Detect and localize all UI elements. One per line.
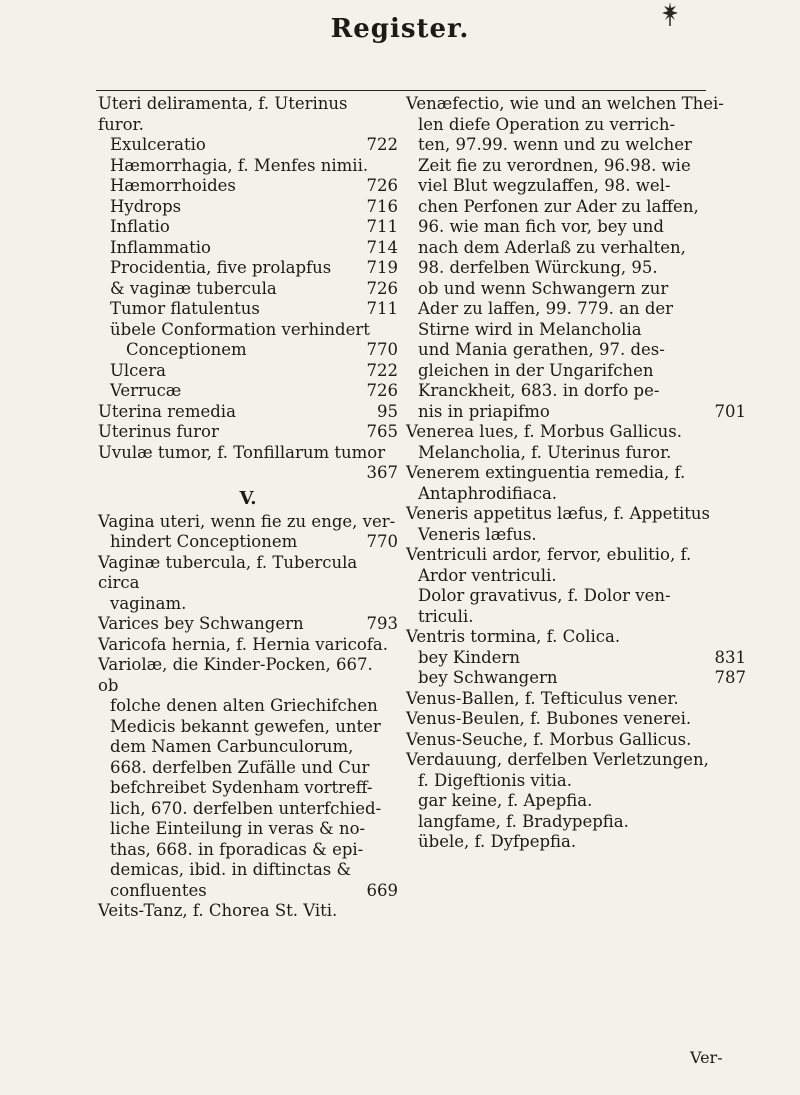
index-entry [406, 197, 746, 218]
entry-text: Hæmorrhagia, f. Menfes nimii. [110, 155, 369, 175]
entry-text: & vaginæ tubercula [110, 278, 277, 298]
index-entry [406, 320, 746, 341]
entry-text: Exulceratio [110, 135, 206, 154]
index-entry [98, 443, 398, 464]
index-entry [406, 135, 746, 156]
index-entry [98, 553, 398, 594]
index-entry [406, 668, 746, 689]
entry-text: liche Einteilung in veras & no- [110, 819, 366, 838]
index-entry [98, 279, 398, 300]
index-entry [406, 94, 746, 115]
entry-text: Verrucæ [110, 381, 182, 400]
index-entry [406, 279, 746, 300]
entry-text: Uteri deliramenta, f. Uterinus furor. [98, 94, 348, 134]
entry-text: bey Kindern [418, 647, 520, 667]
index-column-right [406, 94, 746, 853]
page-number: 726 [366, 278, 398, 298]
entry-text: Veneris appetitus læfus, f. Appetitus [406, 504, 710, 523]
entry-text: 98. derfelben Würckung, 95. [418, 258, 658, 277]
index-entry [98, 402, 398, 423]
entry-text: dem Namen Carbunculorum, [110, 737, 354, 756]
index-entry [98, 299, 398, 320]
entry-text: Stirne wird in Melancholia [418, 319, 642, 339]
index-entry [98, 696, 398, 717]
entry-text: Venerea lues, f. Morbus Gallicus. [406, 422, 682, 441]
entry-text: Medicis bekannt gewefen, unter [110, 716, 381, 736]
entry-text: Varices bey Schwangern [98, 614, 304, 633]
letter-heading: V. [239, 487, 257, 509]
entry-text: f. Digeftionis vitia. [418, 770, 572, 790]
page-number: 726 [366, 176, 398, 195]
page-number: 711 [366, 299, 398, 318]
entry-text: Inflatio [110, 217, 170, 236]
index-entry [98, 361, 398, 382]
entry-text: ob und wenn Schwangern zur [418, 278, 669, 298]
index-entry [98, 94, 398, 135]
entry-text: Ventriculi ardor, fervor, ebulitio, f. [406, 545, 692, 564]
entry-text: Varicofa hernia, f. Hernia varicofa. [98, 634, 388, 654]
page-number: 726 [366, 381, 398, 400]
entry-text: viel Blut wegzulaffen, 98. wel- [418, 176, 671, 195]
entry-text: Vagina uteri, wenn fie zu enge, ver- [98, 511, 396, 531]
index-entry [98, 819, 398, 840]
index-entry [98, 737, 398, 758]
index-entry [98, 594, 398, 615]
entry-text: 96. wie man fich vor, bey und [418, 217, 664, 236]
entry-text: Venus-Ballen, f. Tefticulus vener. [406, 688, 679, 708]
entry-text: 668. derfelben Zufälle und Cur [110, 757, 370, 777]
entry-text: bey Schwangern [418, 668, 558, 687]
page-number: 95 [377, 401, 398, 421]
index-entry [98, 217, 398, 238]
entry-text: Venus-Seuche, f. Morbus Gallicus. [406, 729, 692, 749]
entry-text: ten, 97.99. wenn und zu welcher [418, 135, 692, 154]
index-entry [406, 217, 746, 238]
entry-text: gleichen in der Ungarifchen [418, 360, 654, 380]
entry-text: Hydrops [110, 196, 182, 216]
entry-text: lich, 670. derfelben unterfchied- [110, 798, 382, 818]
entry-text: Variolæ, die Kinder-Pocken, 667. ob [98, 655, 373, 695]
index-entry [98, 176, 398, 197]
entry-text: Verdauung, derfelben Verletzungen, [406, 750, 709, 769]
index-entry [98, 840, 398, 861]
index-column-left [98, 94, 398, 922]
page-number: 367 [366, 463, 398, 482]
entry-text: übele Conformation verhindert [110, 319, 370, 339]
entry-text: gar keine, f. Apepfia. [418, 791, 593, 810]
entry-text: Kranckheit, 683. in dorfo pe- [418, 381, 660, 400]
index-entry [98, 655, 398, 696]
index-entry [406, 545, 746, 566]
index-entry [406, 750, 746, 771]
entry-text: len diefe Operation zu verrich- [418, 114, 676, 134]
running-head: Register. [330, 14, 470, 44]
index-entry [406, 627, 746, 648]
index-entry [98, 614, 398, 635]
entry-text: Venus-Beulen, f. Bubones venerei. [406, 709, 692, 728]
entry-text: Ader zu laffen, 99. 779. an der [418, 299, 674, 318]
entry-text: triculi. [418, 606, 474, 626]
page-number: 711 [366, 217, 398, 236]
index-entry [406, 709, 746, 730]
entry-text: vaginam. [110, 593, 187, 613]
index-entry [98, 463, 398, 484]
index-entry [406, 361, 746, 382]
entry-text: langfame, f. Bradypepfia. [418, 811, 629, 831]
entry-text: Antaphrodifiaca. [418, 483, 558, 503]
index-entry [406, 607, 746, 628]
page-number: 793 [366, 614, 398, 633]
index-entry [98, 717, 398, 738]
index-entry [406, 443, 746, 464]
entry-text: Venerem extinguentia remedia, f. [406, 463, 686, 482]
index-entry [98, 135, 398, 156]
index-entry [98, 156, 398, 177]
entry-text: folche denen alten Griechifchen [110, 696, 378, 715]
index-entry [406, 340, 746, 361]
index-entry [98, 238, 398, 259]
header-rule [96, 90, 706, 91]
entry-text: Ulcera [110, 360, 166, 380]
entry-text: demicas, ibid. in diftinctas & [110, 860, 352, 879]
entry-text: Dolor gravativus, f. Dolor ven- [418, 586, 671, 605]
entry-text: Inflammatio [110, 237, 211, 257]
index-entry [98, 901, 398, 922]
page-header [0, 0, 800, 56]
index-entry [406, 771, 746, 792]
index-entry [98, 422, 398, 443]
page-number: 831 [714, 647, 746, 667]
index-entry [406, 566, 746, 587]
page-number: 714 [366, 237, 398, 257]
entry-text: chen Perfonen zur Ader zu laffen, [418, 196, 699, 216]
page-number: 716 [366, 196, 398, 216]
index-entry [98, 758, 398, 779]
page-number: 722 [366, 360, 398, 380]
index-entry [406, 258, 746, 279]
entry-text: Uvulæ tumor, f. Tonfillarum tumor [98, 442, 386, 462]
entry-text: Uterinus furor [98, 422, 219, 441]
index-entry [406, 402, 746, 423]
index-entry [98, 512, 398, 533]
entry-text: Venæfectio, wie und an welchen Thei- [406, 94, 724, 113]
index-entry [406, 648, 746, 669]
entry-text: und Mania gerathen, 97. des- [418, 340, 665, 359]
page-number: 669 [366, 880, 398, 900]
entry-text: befchreibet Sydenham vortreff- [110, 778, 373, 797]
entry-text: übele, f. Dyfpepfia. [418, 832, 577, 851]
index-entry [406, 484, 746, 505]
index-entry [98, 635, 398, 656]
entry-text [98, 463, 103, 482]
entry-text: Melancholia, f. Uterinus furor. [418, 442, 672, 462]
index-entry [98, 778, 398, 799]
index-entry [406, 422, 746, 443]
index-entry [406, 115, 746, 136]
index-entry [406, 504, 746, 525]
index-entry [98, 881, 398, 902]
index-entry [98, 258, 398, 279]
entry-text: Veneris læfus. [418, 524, 537, 544]
page-number: 719 [366, 258, 398, 277]
index-entry [406, 791, 746, 812]
index-entry [98, 381, 398, 402]
entry-text: thas, 668. in fporadicas & epi- [110, 839, 364, 859]
page-number: 787 [714, 668, 746, 687]
page-number: 722 [366, 135, 398, 154]
entry-text: Tumor flatulentus [110, 299, 260, 318]
index-entry [406, 381, 746, 402]
index-entry [98, 799, 398, 820]
entry-text: hindert Conceptionem [110, 532, 298, 551]
index-entry [406, 832, 746, 853]
index-entry [406, 463, 746, 484]
entry-text: Zeit fie zu verordnen, 96.98. wie [418, 155, 691, 175]
index-entry [406, 689, 746, 710]
entry-text: Conceptionem [126, 340, 247, 359]
entry-text: Vaginæ tubercula, f. Tubercula circa [98, 552, 358, 592]
index-entry [98, 320, 398, 341]
index-entry [406, 176, 746, 197]
index-entry [406, 730, 746, 751]
index-entry [98, 860, 398, 881]
entry-text: Hæmorrhoides [110, 176, 236, 195]
page-number: 765 [366, 422, 398, 441]
entry-text: Ardor ventriculi. [418, 565, 557, 585]
index-entry [406, 299, 746, 320]
index-entry [406, 156, 746, 177]
index-entry [406, 812, 746, 833]
page-number: 770 [366, 340, 398, 359]
index-entry [98, 340, 398, 361]
entry-text: Procidentia, five prolapfus [110, 258, 332, 277]
page-number: 770 [366, 532, 398, 551]
entry-text: confluentes [110, 880, 207, 900]
index-entry [406, 238, 746, 259]
entry-text: nach dem Aderlaß zu verhalten, [418, 237, 686, 257]
index-entry [98, 197, 398, 218]
index-entry [98, 532, 398, 553]
entry-text: Uterina remedia [98, 401, 236, 421]
index-entry [406, 586, 746, 607]
index-entry [406, 525, 746, 546]
catchword: Ver- [690, 1048, 723, 1067]
entry-text: Veits-Tanz, f. Chorea St. Viti. [98, 901, 338, 920]
entry-text: Ventris tormina, f. Colica. [406, 627, 621, 646]
page-number: 701 [714, 401, 746, 421]
entry-text: nis in priapifmo [418, 401, 550, 421]
